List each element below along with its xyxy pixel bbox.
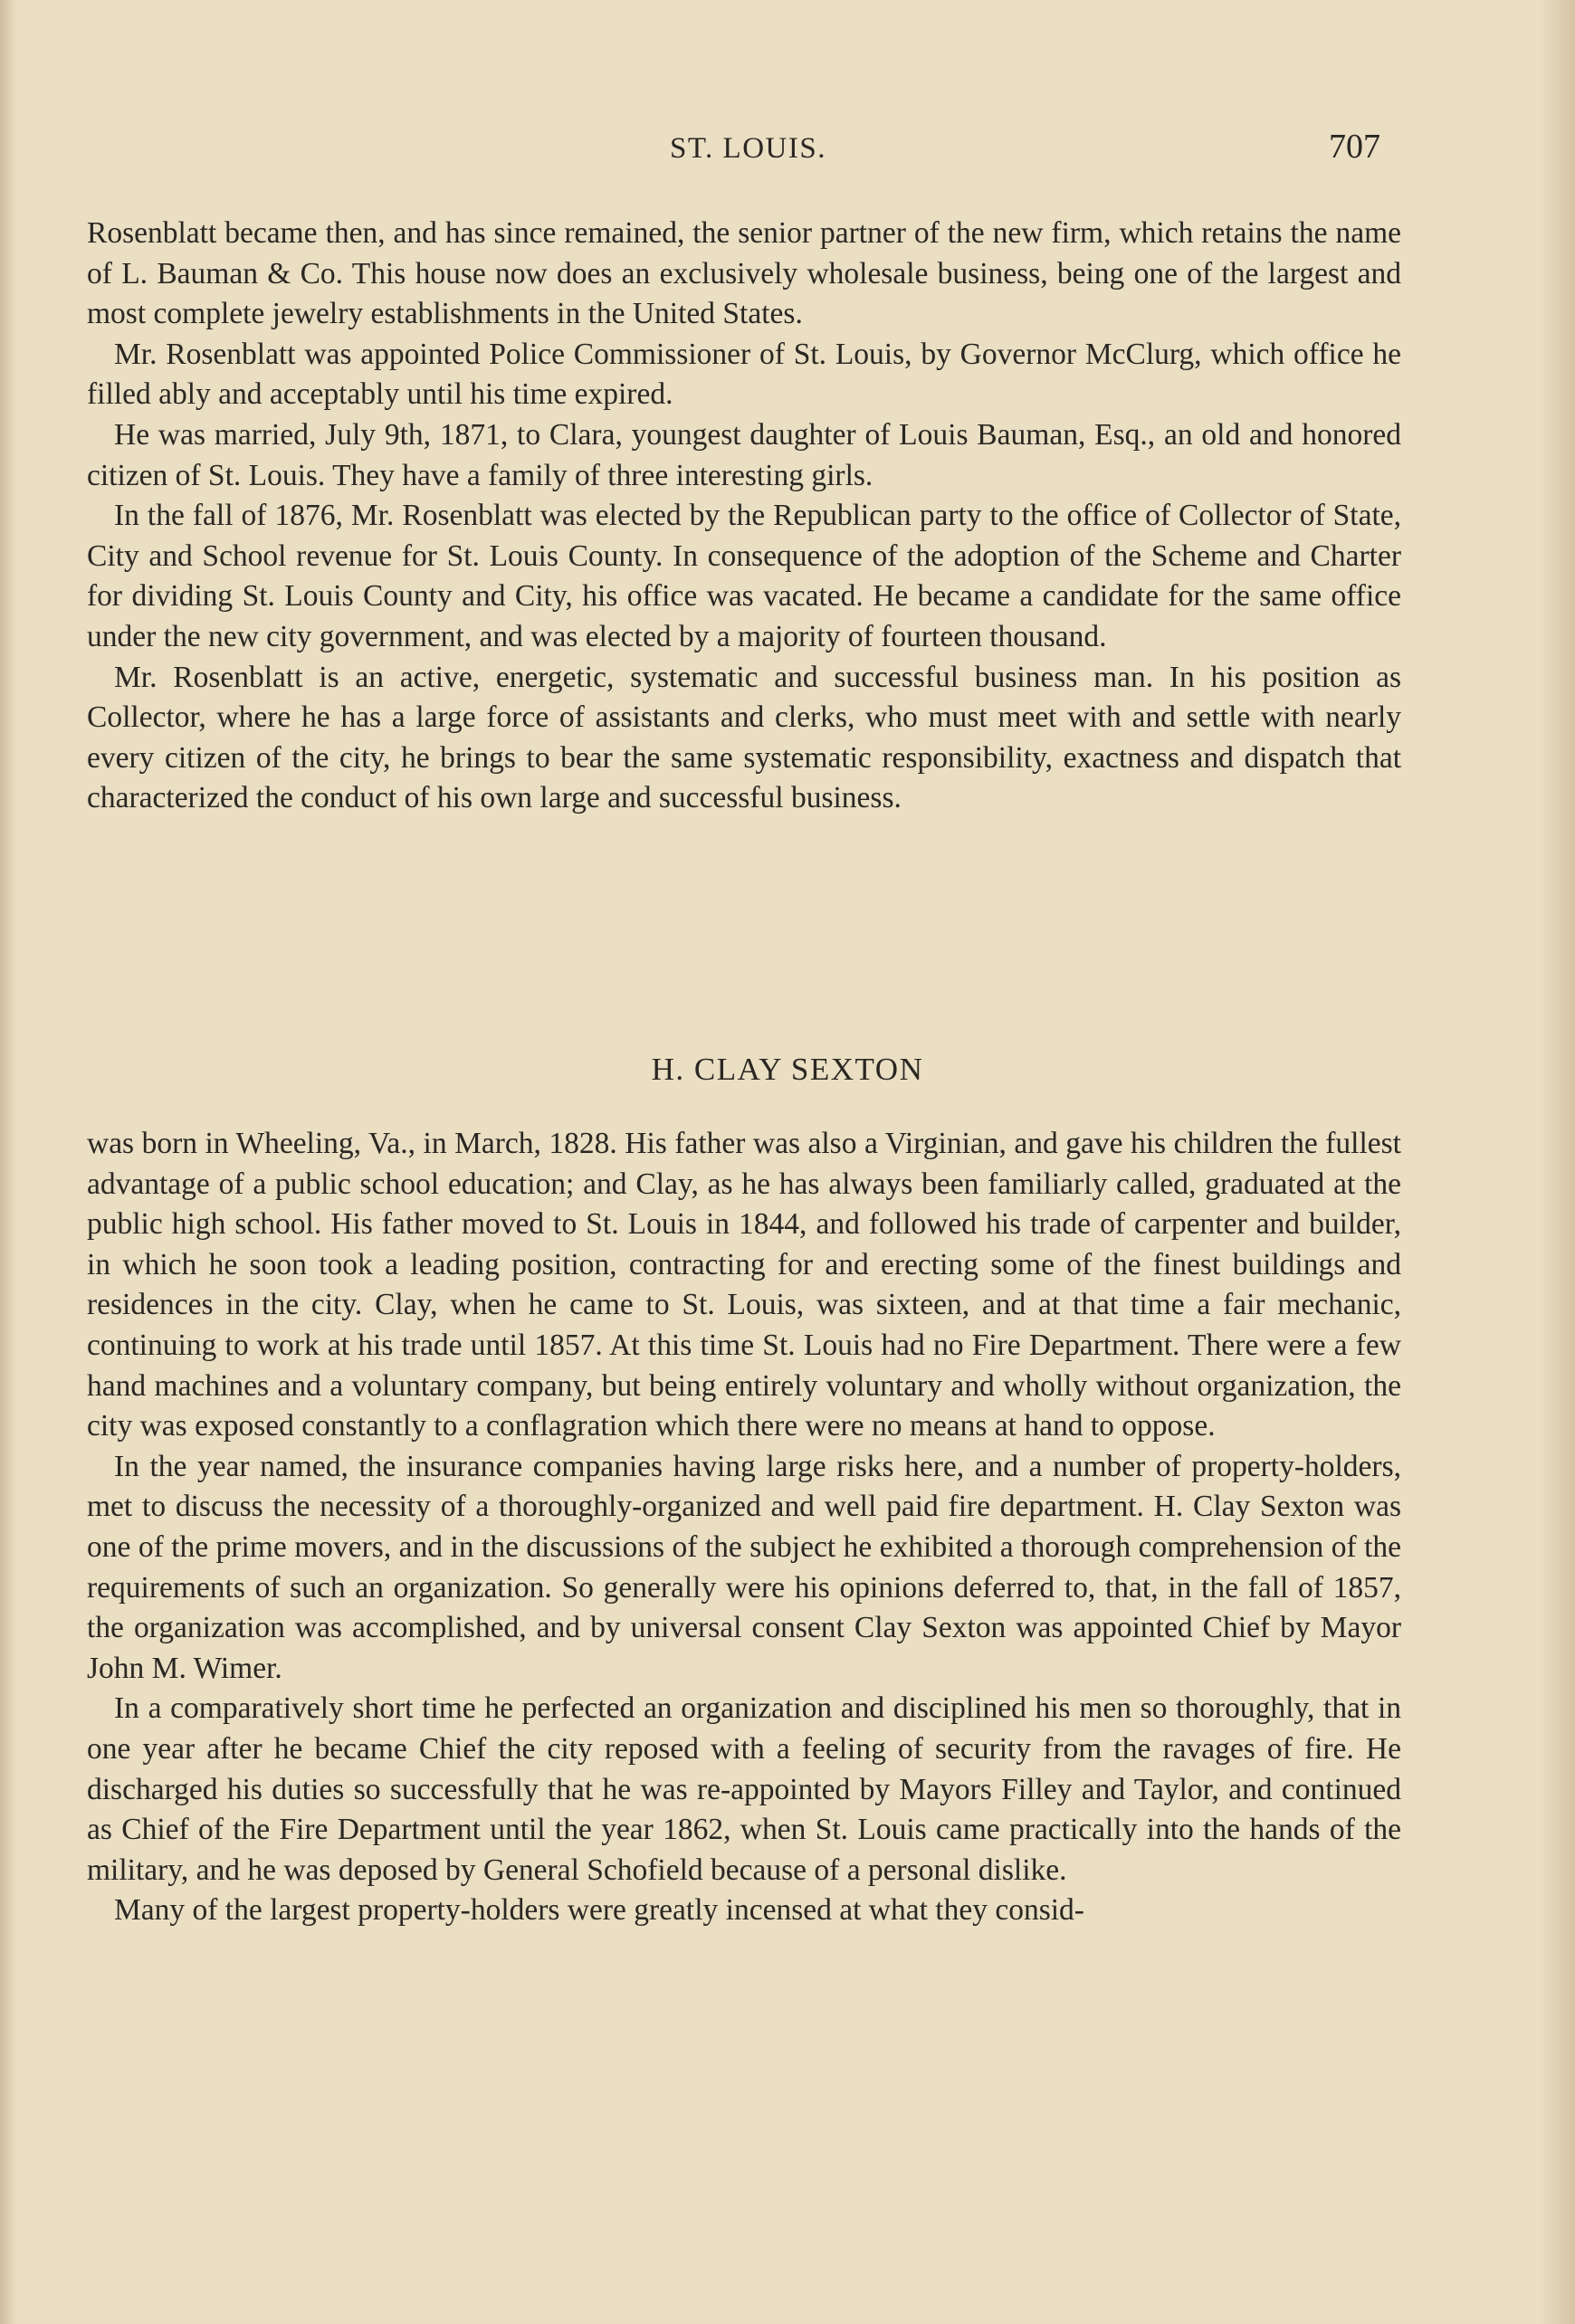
paragraph: Mr. Rosenblatt is an active, energetic, systematic and successful business man. In his position as Collector, where he has a large force of assistants and clerks, who must meet with and settle with nearly every citizen of the city, he brings to bear the same systematic responsibility, exactness and dispatch that characterized the conduct of his own large and successful business. bbox=[87, 660, 1401, 815]
paragraph: In the year named, the insurance companies having large risks here, and a number of property-holders, met to discuss the necessity of a thoroughly-organized and well paid fire department. H. Clay Sexton was one of the prime movers, and in the discussions of the subject he exhibited a thorough comprehension of the requirements of such an organization. So generally were his opinions deferred to, that, in the fall of 1857, the organization was accomplished, and by universal consent Clay Sexton was appointed Chief by Mayor John M. Wimer. bbox=[87, 1449, 1401, 1685]
paragraph: was born in Wheeling, Va., in March, 1828. His father was also a Virginian, and gave his children the fullest advantage of a public school education; and Clay, as he has always been familiarly called, graduated at the public high school. His father moved to St. Louis in 1844, and followed his trade of carpenter and builder, in which he soon took a leading position, contracting for and erecting some of the finest buildings and residences in the city. Clay, when he came to St. Louis, was sixteen, and at that time a fair mechanic, continuing to work at his trade until 1857. At this time St. Louis had no Fire Department. There were a few hand machines and a voluntary company, but being entirely voluntary and wholly without organization, the city was exposed constantly to a conflagration which there were no means at hand to oppose. bbox=[87, 1127, 1401, 1443]
page-edge-shadow bbox=[1539, 0, 1575, 2324]
paragraph: In the fall of 1876, Mr. Rosenblatt was elected by the Republican party to the office of Collector of State, City and School revenue for St. Louis County. In consequence of the adoption of the Scheme and Charter for dividing St. Louis County and City, his office was vacated. He became a candidate for the same office under the new city government, and was elected by a majority of fourteen thousand. bbox=[87, 499, 1401, 653]
paragraph: Mr. Rosenblatt was appointed Police Commissioner of St. Louis, by Governor McClurg, which office he filled ably and acceptably until his time expired. bbox=[87, 337, 1401, 412]
rosenblatt-biography-continuation bbox=[87, 214, 1401, 819]
paragraph: Rosenblatt became then, and has since remained, the senior partner of the new firm, which retains the name of L. Bauman & Co. This house now does an exclusively wholesale business, being one of the largest and most complete jewelry establishments in the United States. bbox=[87, 216, 1401, 331]
paragraph: In a comparatively short time he perfected an organization and disciplined his men so thoroughly, that in one year after he became Chief the city reposed with a feeling of security from the ravages of fire. He discharged his duties so successfully that he was re-appointed by Mayors Filley and Taylor, and continued as Chief of the Fire Department until the year 1862, when St. Louis came practically into the hands of the military, and he was deposed by General Schofield because of a personal dislike. bbox=[87, 1691, 1401, 1887]
running-head: ST. LOUIS. bbox=[670, 132, 826, 165]
page-number: 707 bbox=[1329, 128, 1380, 166]
page-gutter-shadow bbox=[0, 0, 16, 2324]
sexton-biography bbox=[87, 1124, 1401, 1931]
paragraph: Many of the largest property-holders were greatly incensed at what they consid- bbox=[114, 1893, 1084, 1928]
paragraph: He was married, July 9th, 1871, to Clara, youngest daughter of Louis Bauman, Esq., an old and honored citizen of St. Louis. They have a family of three interesting girls. bbox=[87, 417, 1401, 492]
section-heading: H. CLAY SEXTON bbox=[651, 1052, 924, 1087]
